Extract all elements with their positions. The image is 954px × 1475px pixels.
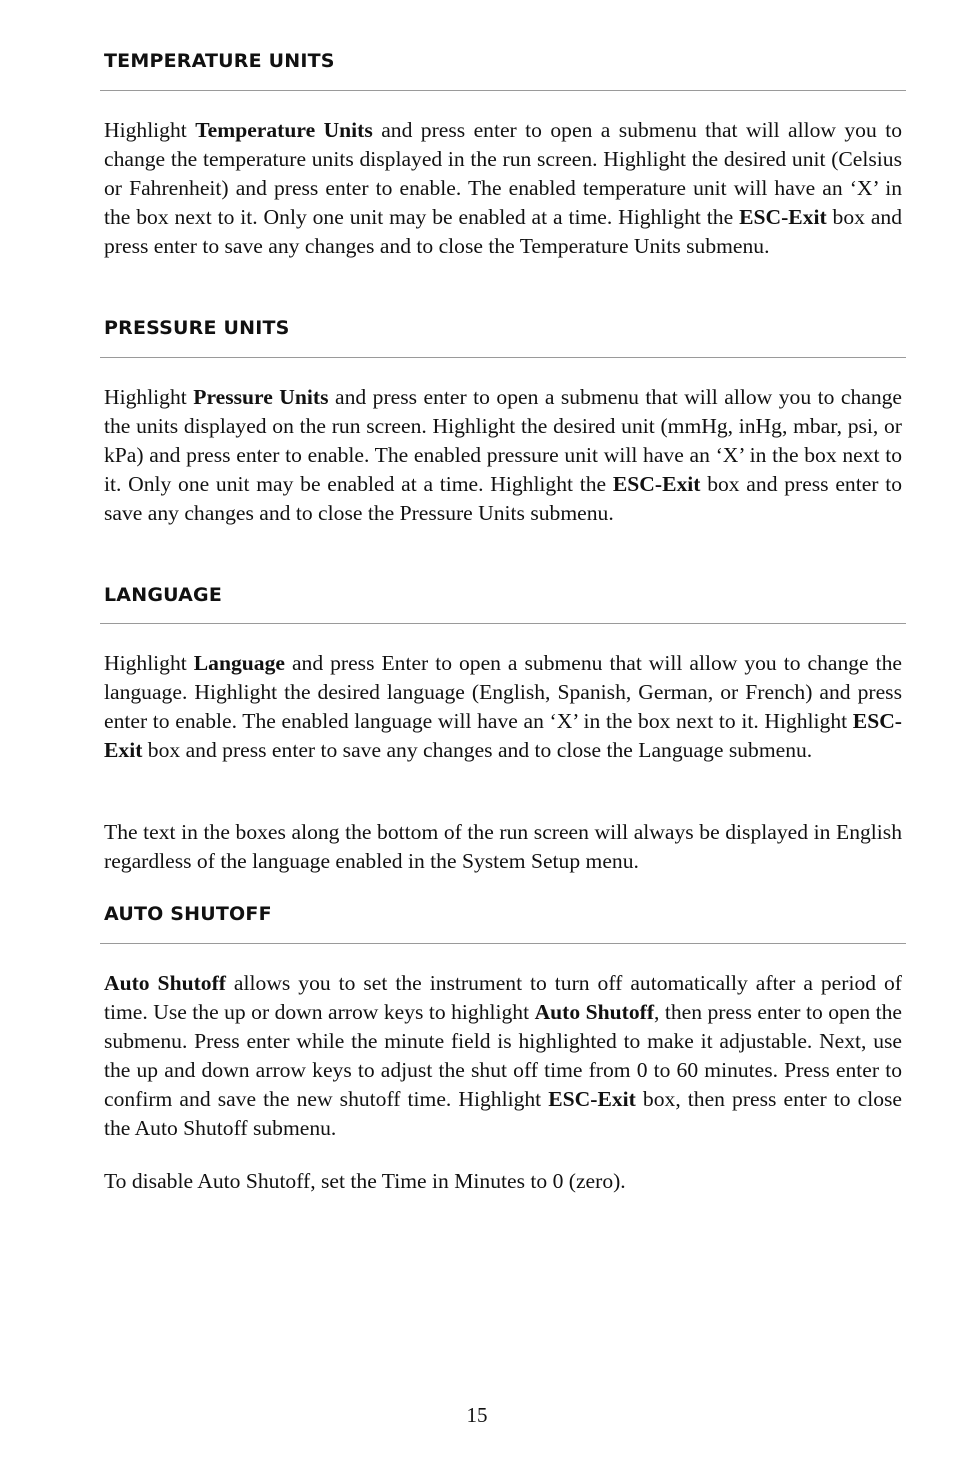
section-paragraph: Auto Shutoff allows you to set the instrument to turn off automatically after a period of time. Use the up or down arrow keys to highlight Auto Shutoff, then press enter to open the submenu. Press enter while the minute field is highlighted to make it adjustable. Next, use the up and down arrow keys to adjust the shut off time from 0 to 60 minutes. Press enter to confirm and save the new shutoff time. Highlight ESC-Exit box, then press enter to close the Auto Shutoff submenu. — [104, 971, 902, 1140]
section-paragraph: Highlight Pressure Units and press enter to open a submenu that will allow you to change the units displayed on the run screen. Highlight the desired unit (mmHg, inHg, mbar, psi, or kPa) and press enter to enable. The enabled pressure unit will have an ‘X’ in the box next to it. Only one unit may be enabled at a time. Highlight the ESC-Exit box and press enter to save any changes and to close the Pressure Units submenu. — [104, 385, 903, 525]
page-number: 15 — [466, 1403, 488, 1427]
section-heading-pressure-units: PRESSURE UNITS — [104, 317, 290, 339]
section-paragraph: Highlight Language and press Enter to open a submenu that will allow you to change the language. Highlight the desired language (English, Spanish, German, or French) and press enter to enable. The enabled language will have an ‘X’ in the box next to it. Highlight ESC-Exit box and press enter to save any changes and to close the Language submenu. — [104, 651, 902, 762]
section-divider — [100, 90, 906, 91]
section-heading-auto-shutoff: AUTO SHUTOFF — [104, 903, 272, 925]
section-divider — [100, 357, 906, 358]
section-divider — [100, 943, 906, 944]
section-heading-language: LANGUAGE — [104, 584, 223, 606]
section-paragraph: The text in the boxes along the bottom of the run screen will always be displayed in English regardless of the language enabled in the System Setup menu. — [104, 820, 902, 873]
section-heading-temperature-units: TEMPERATURE UNITS — [104, 50, 335, 72]
section-paragraph: Highlight Temperature Units and press enter to open a submenu that will allow you to change the temperature units displayed in the run screen. Highlight the desired unit (Celsius or Fahrenheit) and press enter to enable. The enabled temperature unit will have an ‘X’ in the box next to it. Only one unit may be enabled at a time. Highlight the ESC-Exit box and press enter to save any changes and to close the Temperature Units submenu. — [104, 118, 902, 258]
section-divider — [100, 623, 906, 624]
section-paragraph: To disable Auto Shutoff, set the Time in Minutes to 0 (zero). — [104, 1169, 626, 1193]
